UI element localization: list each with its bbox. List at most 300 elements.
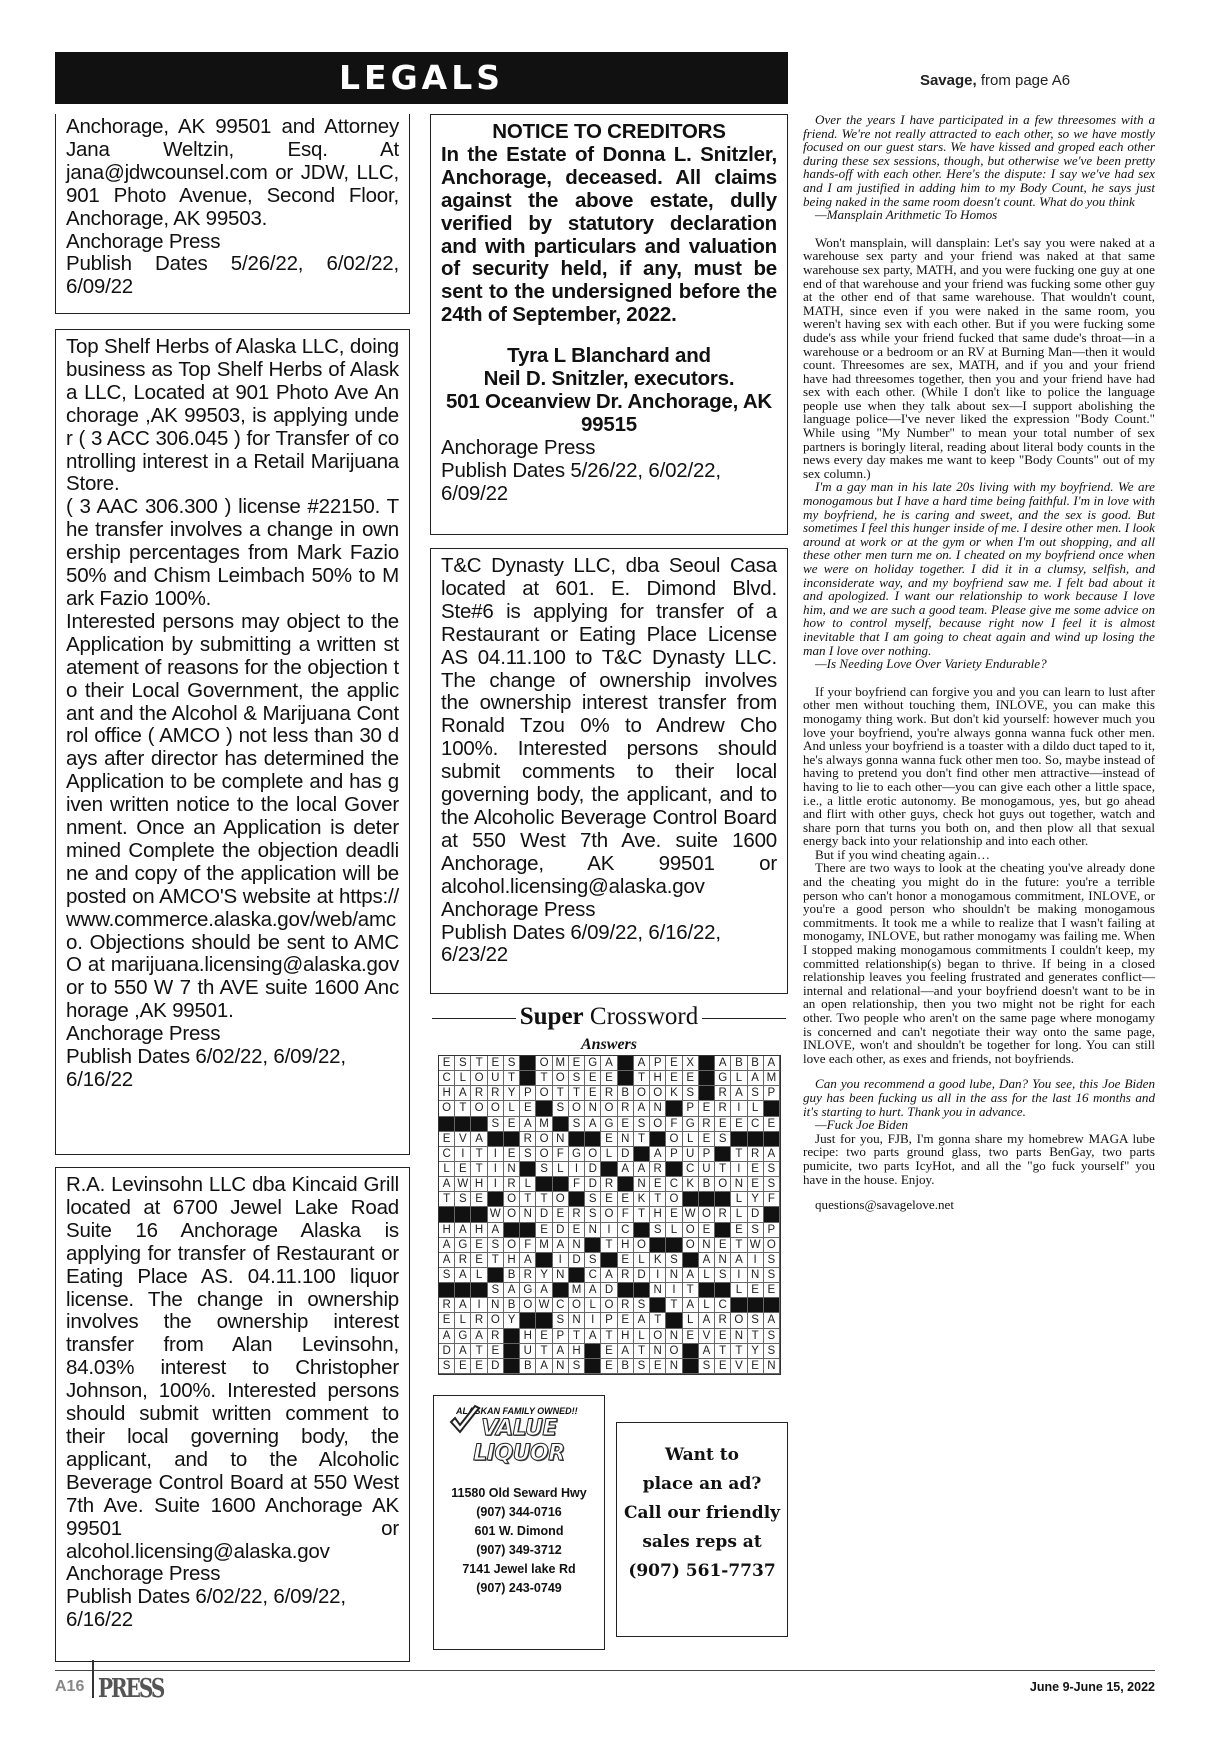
crossword-cell: E — [585, 1071, 601, 1086]
crossword-cell: D — [439, 1344, 455, 1359]
crossword-cell: T — [634, 1344, 650, 1359]
savage-love-column — [803, 113, 1155, 1673]
crossword-cell: A — [618, 1162, 634, 1177]
crossword-cell: A — [699, 1253, 715, 1268]
crossword-title: Crossword — [589, 1003, 699, 1030]
crossword-cell: I — [455, 1147, 471, 1162]
crossword-cell: E — [536, 1329, 552, 1344]
crossword-cell: O — [471, 1101, 487, 1116]
crossword-black-square — [618, 1283, 634, 1298]
crossword-cell: R — [488, 1086, 504, 1101]
crossword-cell: A — [764, 1056, 780, 1071]
crossword-cell: L — [731, 1071, 747, 1086]
crossword-cell: A — [520, 1253, 536, 1268]
crossword-cell: S — [439, 1268, 455, 1283]
crossword-black-square — [569, 1132, 585, 1147]
continued-text: from page A6 — [980, 72, 1071, 89]
crossword-cell: E — [666, 1056, 682, 1071]
crossword-cell: R — [715, 1313, 731, 1328]
crossword-cell: K — [683, 1177, 699, 1192]
crossword-cell: E — [699, 1132, 715, 1147]
crossword-cell: M — [553, 1056, 569, 1071]
crossword-cell: V — [455, 1132, 471, 1147]
crossword-cell: S — [634, 1359, 650, 1374]
crossword-cell: A — [585, 1117, 601, 1132]
crossword-cell: L — [731, 1192, 747, 1207]
crossword-black-square — [618, 1071, 634, 1086]
crossword-cell: I — [601, 1223, 617, 1238]
crossword-black-square — [666, 1238, 682, 1253]
crossword-cell: H — [618, 1238, 634, 1253]
crossword-black-square — [699, 1086, 715, 1101]
crossword-cell: E — [488, 1056, 504, 1071]
reply-2c: There are two ways to look at the cheating you've already done and the cheating you might do in the future: you're a terrible person who can't honor a monogamous commitment, INLOVE, or you're a good person who shouldn't be making monogamous commitments. It took me a while to realize that I wasn't failing at monogamy, INLOVE, but rather monogamy was failing me. When I stopped making monogamous commitments I couldn't keep, my committed relationship(s) began to thrive. If being in a closed relationship leaves you feeling frustrated and generates conflict—internal and relational—and your boyfriend doesn't want to be in an open relationship, then you two might not be right for each other. Two people who aren't on the same page where monogamy is concerned and can't negotiate their way onto the same page, INLOVE, won't and shouldn't be together for long. You can still love each other, as exes and friends, not boyfriends. — [803, 860, 1155, 1066]
crossword-cell: S — [488, 1238, 504, 1253]
crossword-cell: E — [650, 1359, 666, 1374]
crossword-cell: O — [569, 1298, 585, 1313]
crossword-cell: O — [536, 1086, 552, 1101]
crossword-cell: F — [666, 1117, 682, 1132]
crossword-black-square — [699, 1071, 715, 1086]
crossword-cell: N — [585, 1101, 601, 1116]
crossword-black-square — [569, 1268, 585, 1283]
crossword-cell: Y — [536, 1268, 552, 1283]
crossword-cell: D — [553, 1223, 569, 1238]
crossword-cell: O — [601, 1101, 617, 1116]
crossword-cell: S — [569, 1071, 585, 1086]
crossword-cell: N — [666, 1268, 682, 1283]
crossword-cell: A — [439, 1253, 455, 1268]
letter-3: Can you recommend a good lube, Dan? You see, this Joe Biden guy has been fucking us all in the ass for the last 16 months and it's starting to hurt. Thank you in advance. — [803, 1076, 1155, 1119]
crossword-cell: S — [715, 1132, 731, 1147]
crossword-cell: T — [650, 1313, 666, 1328]
crossword-cell: T — [731, 1344, 747, 1359]
crossword-cell: R — [601, 1086, 617, 1101]
crossword-cell: L — [634, 1253, 650, 1268]
crossword-cell: L — [455, 1313, 471, 1328]
crossword-cell: O — [601, 1207, 617, 1222]
crossword-cell: L — [683, 1132, 699, 1147]
crossword-black-square — [764, 1132, 780, 1147]
crossword-cell: R — [455, 1253, 471, 1268]
crossword-cell: O — [504, 1238, 520, 1253]
crossword-cell: I — [553, 1253, 569, 1268]
crossword-cell: T — [715, 1162, 731, 1177]
crossword-cell: C — [715, 1298, 731, 1313]
crossword-cell: R — [471, 1313, 487, 1328]
crossword-cell: G — [520, 1283, 536, 1298]
crossword-black-square — [585, 1359, 601, 1374]
crossword-cell: T — [504, 1071, 520, 1086]
press-logo: PRESS — [98, 1672, 164, 1704]
crossword-cell: E — [618, 1253, 634, 1268]
crossword-cell: E — [715, 1359, 731, 1374]
crossword-cell: E — [439, 1132, 455, 1147]
crossword-cell: T — [471, 1344, 487, 1359]
crossword-cell: E — [748, 1177, 764, 1192]
crossword-black-square — [585, 1132, 601, 1147]
notice-dates: Publish Dates 6/02/22, 6/09/22, 6/16/22 — [66, 1585, 346, 1632]
crossword-cell: M — [536, 1117, 552, 1132]
crossword-cell: A — [650, 1147, 666, 1162]
crossword-cell: M — [569, 1283, 585, 1298]
crossword-cell: A — [471, 1329, 487, 1344]
crossword-black-square — [455, 1207, 471, 1222]
column-email: questions@savagelove.net — [815, 1197, 954, 1213]
footer-vertical-rule — [92, 1660, 94, 1698]
crossword-cell: W — [488, 1207, 504, 1222]
crossword-cell: T — [634, 1132, 650, 1147]
crossword-cell: B — [699, 1177, 715, 1192]
crossword-cell: N — [650, 1283, 666, 1298]
crossword-cell: B — [618, 1086, 634, 1101]
crossword-cell: O — [634, 1238, 650, 1253]
legal-notice-attorney — [55, 114, 410, 314]
crossword-cell: E — [699, 1101, 715, 1116]
page-number: A16 — [55, 1678, 85, 1695]
crossword-cell: I — [731, 1268, 747, 1283]
crossword-cell: A — [455, 1268, 471, 1283]
crossword-cell: A — [601, 1268, 617, 1283]
crossword-cell: G — [455, 1329, 471, 1344]
crossword-cell: A — [618, 1344, 634, 1359]
crossword-black-square — [748, 1132, 764, 1147]
crossword-cell: S — [764, 1177, 780, 1192]
crossword-black-square — [471, 1117, 487, 1132]
crossword-black-square — [618, 1177, 634, 1192]
crossword-cell: G — [683, 1117, 699, 1132]
crossword-cell: T — [569, 1329, 585, 1344]
crossword-cell: L — [504, 1101, 520, 1116]
crossword-cell: R — [715, 1207, 731, 1222]
crossword-cell: E — [536, 1223, 552, 1238]
reply-2b: But if you wind cheating again… — [815, 846, 990, 862]
crossword-cell: B — [504, 1268, 520, 1283]
crossword-cell: O — [666, 1192, 682, 1207]
crossword-black-square — [504, 1223, 520, 1238]
crossword-black-square — [504, 1344, 520, 1359]
crossword-cell: L — [666, 1223, 682, 1238]
crossword-black-square — [715, 1192, 731, 1207]
crossword-cell: T — [601, 1238, 617, 1253]
crossword-cell: C — [553, 1298, 569, 1313]
reply-3: Just for you, FJB, I'm gonna share my homebrew MAGA lube recipe: two parts ground glass, two parts BenGay, two parts pumicite, two parts IcyHot, and all the "go fuck yourself" you have in the house. Enjoy. — [803, 1130, 1155, 1187]
crossword-cell: E — [715, 1238, 731, 1253]
crossword-black-square — [650, 1298, 666, 1313]
crossword-cell: O — [650, 1329, 666, 1344]
crossword-black-square — [764, 1101, 780, 1116]
crossword-black-square — [585, 1344, 601, 1359]
crossword-cell: T — [634, 1071, 650, 1086]
crossword-cell: E — [439, 1056, 455, 1071]
crossword-black-square — [699, 1192, 715, 1207]
crossword-cell: R — [488, 1329, 504, 1344]
crossword-cell: F — [553, 1147, 569, 1162]
crossword-cell: A — [634, 1101, 650, 1116]
crossword-cell: I — [650, 1268, 666, 1283]
crossword-cell: C — [439, 1071, 455, 1086]
crossword-cell: S — [764, 1162, 780, 1177]
crossword-cell: S — [634, 1117, 650, 1132]
crossword-cell: S — [553, 1101, 569, 1116]
crossword-black-square — [553, 1177, 569, 1192]
crossword-cell: S — [764, 1329, 780, 1344]
crossword-cell: N — [553, 1359, 569, 1374]
crossword-cell: E — [471, 1359, 487, 1374]
notice-dates: Publish Dates 6/02/22, 6/09/22, 6/16/22 — [66, 1045, 346, 1091]
crossword-cell: L — [748, 1101, 764, 1116]
crossword-cell: W — [748, 1238, 764, 1253]
crossword-black-square — [520, 1223, 536, 1238]
crossword-cell: Y — [748, 1344, 764, 1359]
crossword-cell: N — [666, 1329, 682, 1344]
crossword-cell: O — [520, 1298, 536, 1313]
crossword-cell: N — [715, 1253, 731, 1268]
crossword-black-square — [699, 1283, 715, 1298]
crossword-cell: E — [748, 1162, 764, 1177]
crossword-cell: L — [601, 1147, 617, 1162]
crossword-cell: N — [731, 1329, 747, 1344]
crossword-cell: A — [455, 1086, 471, 1101]
crossword-cell: P — [520, 1086, 536, 1101]
crossword-cell: R — [439, 1298, 455, 1313]
crossword-grid — [438, 1055, 781, 1375]
crossword-cell: W — [455, 1177, 471, 1192]
crossword-cell: I — [471, 1298, 487, 1313]
crossword-cell: N — [569, 1313, 585, 1328]
crossword-cell: T — [520, 1192, 536, 1207]
continued-from-label — [830, 72, 1160, 89]
crossword-cell: C — [585, 1268, 601, 1283]
crossword-cell: G — [585, 1056, 601, 1071]
crossword-cell: O — [666, 1344, 682, 1359]
crossword-cell: I — [488, 1177, 504, 1192]
crossword-cell: R — [699, 1117, 715, 1132]
crossword-cell: L — [553, 1162, 569, 1177]
crossword-cell: R — [569, 1207, 585, 1222]
crossword-cell: H — [650, 1207, 666, 1222]
crossword-cell: X — [683, 1056, 699, 1071]
crossword-cell: S — [569, 1117, 585, 1132]
footer-divider — [55, 1670, 1155, 1671]
crossword-cell: B — [504, 1298, 520, 1313]
crossword-cell: H — [471, 1223, 487, 1238]
crossword-cell: E — [748, 1359, 764, 1374]
crossword-black-square — [666, 1313, 682, 1328]
crossword-black-square — [439, 1207, 455, 1222]
crossword-cell: A — [634, 1056, 650, 1071]
crossword-cell: R — [504, 1177, 520, 1192]
crossword-cell: S — [715, 1268, 731, 1283]
crossword-cell: O — [634, 1086, 650, 1101]
crossword-cell: A — [553, 1238, 569, 1253]
crossword-cell: O — [488, 1313, 504, 1328]
crossword-cell: T — [471, 1162, 487, 1177]
notice-title: NOTICE TO CREDITORS — [492, 120, 726, 143]
crossword-cell: S — [455, 1056, 471, 1071]
crossword-cell: H — [439, 1086, 455, 1101]
crossword-cell: C — [748, 1117, 764, 1132]
crossword-cell: H — [569, 1344, 585, 1359]
crossword-cell: B — [618, 1359, 634, 1374]
ad-tagline: ALASKAN FAMILY OWNED!! — [456, 1406, 578, 1416]
crossword-cell: E — [471, 1253, 487, 1268]
crossword-black-square — [520, 1313, 536, 1328]
crossword-cell: F — [618, 1207, 634, 1222]
crossword-cell: S — [699, 1359, 715, 1374]
crossword-cell: L — [439, 1162, 455, 1177]
crossword-cell: T — [536, 1192, 552, 1207]
crossword-cell: S — [764, 1344, 780, 1359]
continued-author: Savage, — [919, 72, 977, 89]
crossword-cell: L — [585, 1298, 601, 1313]
crossword-cell: F — [569, 1177, 585, 1192]
crossword-cell: W — [683, 1207, 699, 1222]
crossword-cell: E — [455, 1359, 471, 1374]
crossword-cell: O — [731, 1313, 747, 1328]
crossword-cell: C — [439, 1147, 455, 1162]
crossword-cell: E — [666, 1207, 682, 1222]
crossword-cell: W — [536, 1298, 552, 1313]
crossword-cell: H — [618, 1329, 634, 1344]
crossword-cell: T — [731, 1147, 747, 1162]
crossword-cell: E — [601, 1071, 617, 1086]
crossword-cell: E — [520, 1101, 536, 1116]
notice-dates: Publish Dates 6/09/22, 6/16/22, 6/23/22 — [441, 920, 721, 967]
crossword-cell: L — [731, 1283, 747, 1298]
crossword-cell: V — [731, 1359, 747, 1374]
crossword-black-square — [748, 1298, 764, 1313]
crossword-cell: L — [471, 1268, 487, 1283]
crossword-black-square — [764, 1207, 780, 1222]
crossword-black-square — [520, 1071, 536, 1086]
crossword-cell: A — [585, 1329, 601, 1344]
crossword-cell: L — [520, 1177, 536, 1192]
crossword-cell: L — [683, 1313, 699, 1328]
crossword-cell: O — [536, 1056, 552, 1071]
crossword-cell: O — [699, 1207, 715, 1222]
notice-dates: Publish Dates 5/26/22, 6/02/22, 6/09/22 — [66, 252, 399, 299]
crossword-cell: H — [504, 1253, 520, 1268]
crossword-cell: Y — [504, 1086, 520, 1101]
crossword-cell: A — [634, 1162, 650, 1177]
crossword-black-square — [536, 1101, 552, 1116]
crossword-cell: T — [683, 1283, 699, 1298]
crossword-cell: R — [520, 1132, 536, 1147]
crossword-cell: S — [585, 1253, 601, 1268]
crossword-cell: I — [731, 1101, 747, 1116]
crossword-cell: O — [650, 1086, 666, 1101]
place-an-ad-promo: Want to place an ad? Call our friendly sales reps at (907) 561-7737 — [616, 1422, 788, 1637]
crossword-black-square — [634, 1223, 650, 1238]
crossword-black-square — [455, 1117, 471, 1132]
crossword-cell: N — [504, 1162, 520, 1177]
crossword-cell: N — [553, 1268, 569, 1283]
notice-executors: Tyra L Blanchard and Neil D. Snitzler, executors. 501 Oceanview Dr. Anchorage, AK 99515 — [445, 344, 773, 436]
crossword-cell: A — [748, 1071, 764, 1086]
crossword-cell: Y — [504, 1313, 520, 1328]
crossword-cell: A — [715, 1056, 731, 1071]
notice-body: T&C Dynasty LLC, dba Seoul Casa located at 601. E. Dimond Blvd. Ste#6 is applying for transfer of a Restaurant or Eating Place License AS 04.11.100 to T&C Dynasty LLC. The change of ownership involves the ownership interest transfer from Ronald Tzou 0% to Andrew Cho 100%. Interested persons should submit comments to their local governing body, the applicant, and to the Alcoholic Beverage Control Board at 550 West 7th Ave. suite 1600 Anchorage, AK 99501 or alcohol.licensing@alaska.gov — [441, 554, 777, 898]
crossword-cell: O — [715, 1177, 731, 1192]
crossword-cell: N — [488, 1298, 504, 1313]
crossword-cell: G — [601, 1117, 617, 1132]
crossword-cell: T — [471, 1056, 487, 1071]
crossword-cell: E — [699, 1223, 715, 1238]
notice-to-creditors — [430, 114, 788, 535]
crossword-cell: E — [601, 1344, 617, 1359]
crossword-cell: E — [731, 1223, 747, 1238]
crossword-cell: D — [748, 1207, 764, 1222]
crossword-cell: O — [650, 1117, 666, 1132]
crossword-black-square — [439, 1117, 455, 1132]
crossword-cell: P — [666, 1147, 682, 1162]
crossword-cell: R — [715, 1086, 731, 1101]
crossword-cell: S — [764, 1268, 780, 1283]
letter-2: I'm a gay man in his late 20s living with my boyfriend. We are monogamous but I have a hard time being faithful. I'm in love with my boyfriend, he is caring and sweet, and the sex is good. But sometimes I feel this hunger inside of me. I desire other men. I look around at work or at the gym or when I'm out shopping, and all these other men turn me on. I cheated on my boyfriend once when we were on holiday together. I did it in a clumsy, selfish, and inconsiderate way, and my boyfriend saw me. I felt bad about it and apologized. I want our relationship to work because I love him, and we are such a good team. Please give me some advice on how to control myself, because right now I feel it is almost inevitable that I am going to cheat again and wind up losing the man I love over nothing. — [803, 479, 1155, 658]
crossword-cell: G — [569, 1147, 585, 1162]
notice-publisher: Anchorage Press — [441, 897, 596, 921]
publication-date: June 9-June 15, 2022 — [1029, 1680, 1155, 1694]
crossword-black-square — [683, 1344, 699, 1359]
crossword-black-square — [488, 1192, 504, 1207]
crossword-cell: K — [634, 1192, 650, 1207]
crossword-black-square — [488, 1132, 504, 1147]
crossword-cell: A — [699, 1344, 715, 1359]
crossword-cell: U — [488, 1071, 504, 1086]
crossword-cell: S — [634, 1298, 650, 1313]
crossword-cell: T — [488, 1253, 504, 1268]
crossword-cell: O — [553, 1071, 569, 1086]
crossword-cell: E — [585, 1086, 601, 1101]
notice-publisher: Anchorage Press — [66, 1562, 221, 1586]
crossword-black-square — [439, 1283, 455, 1298]
crossword-cell: M — [764, 1071, 780, 1086]
crossword-black-square — [650, 1238, 666, 1253]
crossword-cell: A — [553, 1344, 569, 1359]
crossword-black-square — [634, 1283, 650, 1298]
crossword-answers-label: Answers — [580, 1036, 638, 1053]
crossword-cell: E — [455, 1162, 471, 1177]
crossword-black-square — [471, 1207, 487, 1222]
crossword-cell: R — [618, 1101, 634, 1116]
crossword-cell: T — [666, 1298, 682, 1313]
crossword-cell: A — [520, 1117, 536, 1132]
crossword-cell: R — [471, 1086, 487, 1101]
crossword-cell: E — [439, 1313, 455, 1328]
crossword-cell: A — [731, 1253, 747, 1268]
crossword-cell: M — [536, 1238, 552, 1253]
crossword-cell: A — [634, 1313, 650, 1328]
crossword-cell: S — [455, 1192, 471, 1207]
crossword-cell: N — [650, 1101, 666, 1116]
crossword-cell: L — [699, 1268, 715, 1283]
crossword-cell: A — [764, 1147, 780, 1162]
crossword-cell: T — [455, 1101, 471, 1116]
crossword-black-square — [553, 1283, 569, 1298]
crossword-cell: S — [439, 1359, 455, 1374]
crossword-cell: T — [650, 1192, 666, 1207]
crossword-cell: O — [488, 1101, 504, 1116]
crossword-cell: D — [488, 1359, 504, 1374]
notice-body: R.A. Levinsohn LLC dba Kincaid Grill located at 6700 Jewel Lake Road Suite 16 Anchorage Alaska is applying for transfer of Restaurant or Eating Place AS. 04.11.100 liquor license. The change in ownership involves the ownership interest transfer from Alan Levinsohn, 84.03% interest to Christopher Johnson, 100%. Interested persons should submit written comment to their local governing body, the applicant, and to the Alcoholic Beverage Control Board at 550 West 7th Ave. Suite 1600 Anchorage AK 99501 or alcohol.licensing@alaska.gov — [66, 1173, 399, 1563]
crossword-cell: S — [488, 1117, 504, 1132]
crossword-black-square — [650, 1132, 666, 1147]
crossword-cell: T — [536, 1071, 552, 1086]
crossword-black-square — [536, 1177, 552, 1192]
notice-body: Anchorage, AK 99501 and Attorney Jana Weltzin, Esq. At jana@jdwcounsel.com or JDW, LLC, 901 Photo Avenue, Second Floor, Anchorage, AK 99503. — [66, 115, 399, 230]
crossword-cell: A — [455, 1298, 471, 1313]
